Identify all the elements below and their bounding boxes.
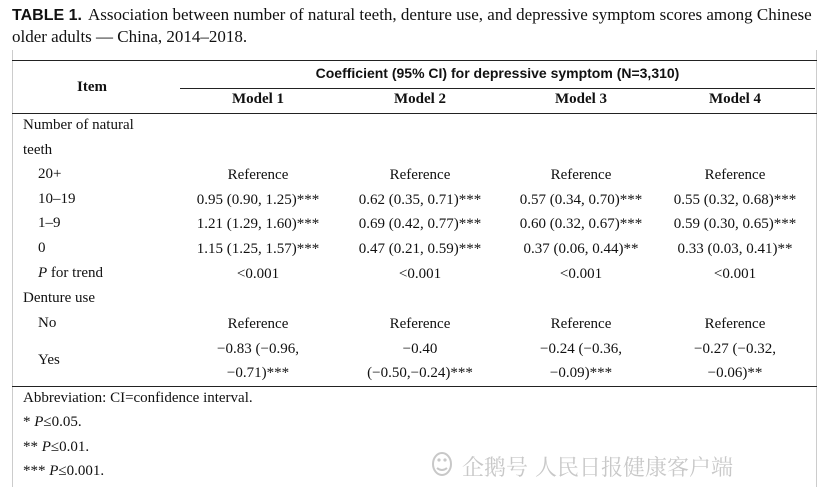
cell-10-19-m1: 0.95 (0.90, 1.25)*** (196, 192, 320, 208)
cell-10-19-m3: 0.57 (0.34, 0.70)*** (519, 192, 643, 208)
note-p005 (23, 414, 82, 431)
cell-20plus-m3: Reference (550, 167, 612, 183)
cell-yes-m2 (340, 337, 500, 385)
row-label-20plus: 20+ (38, 166, 62, 182)
row-label-1-9: 1–9 (38, 215, 61, 231)
cell-no-m1: Reference (227, 316, 289, 332)
cell-0-m1: 1.15 (1.25, 1.57)*** (196, 241, 320, 257)
penguin-logo-icon (428, 449, 456, 483)
header-model-3: Model 3 (554, 91, 608, 107)
cell-yes-m1 (178, 337, 338, 385)
cell-trend-m2: <0.001 (398, 266, 442, 282)
header-item: Item (77, 79, 107, 95)
cell-20plus-m2: Reference (389, 167, 451, 183)
header-model-1: Model 1 (231, 91, 285, 107)
p-italic: P (38, 265, 48, 281)
section-natural-teeth-cont: teeth (23, 142, 53, 158)
table-top-rule (12, 60, 817, 61)
watermark (428, 452, 733, 480)
cell-20plus-m4: Reference (704, 167, 766, 183)
note-p001-rest: ≤0.01. (50, 439, 90, 455)
row-label-p-trend (38, 265, 103, 282)
note-p005-star: * (23, 414, 35, 430)
note-p005-p: P (34, 414, 44, 430)
cell-yes-m4 (655, 337, 815, 385)
cell-yes-m1-line2: −0.71)*** (226, 365, 290, 381)
note-p001-star: ** (23, 439, 42, 455)
cell-20plus-m1: Reference (227, 167, 289, 183)
caption-text: Association between number of natural teeth, denture use, and depressive symptom scores among Chinese older adults — China, 2014–2018. (12, 5, 812, 46)
row-label-0: 0 (38, 240, 46, 256)
cell-1-9-m3: 0.60 (0.32, 0.67)*** (519, 216, 643, 232)
note-abbreviation: Abbreviation: CI=confidence interval. (23, 390, 253, 406)
note-p001 (23, 439, 89, 456)
cell-yes-m3-line1: −0.24 (−0.36, (540, 341, 622, 357)
cell-10-19-m4: 0.55 (0.32, 0.68)*** (673, 192, 797, 208)
section-natural-teeth: Number of natural (23, 117, 134, 133)
cell-yes-m3-line2: −0.09)*** (549, 365, 613, 381)
note-p0001-rest: ≤0.001. (58, 463, 105, 479)
row-label-no: No (38, 315, 57, 331)
cell-0-m4: 0.33 (0.03, 0.41)** (677, 241, 793, 257)
cell-no-m2: Reference (389, 316, 451, 332)
section-denture-use: Denture use (23, 290, 96, 306)
header-model-2: Model 2 (393, 91, 447, 107)
note-p005-rest: ≤0.05. (43, 414, 82, 430)
cell-1-9-m2: 0.69 (0.42, 0.77)*** (358, 216, 482, 232)
note-p0001 (23, 463, 104, 480)
cell-no-m4: Reference (704, 316, 766, 332)
cell-10-19-m2: 0.62 (0.35, 0.71)*** (358, 192, 482, 208)
cell-yes-m4-line1: −0.27 (−0.32, (694, 341, 776, 357)
cell-yes-m1-line1: −0.83 (−0.96, (217, 341, 299, 357)
table-bottom-rule (12, 386, 817, 387)
note-p001-p: P (41, 439, 51, 455)
caption-lead: TABLE 1. (12, 7, 82, 24)
header-bottom-rule (12, 113, 817, 114)
group-header-rule (180, 88, 815, 89)
row-label-yes: Yes (38, 352, 60, 368)
cell-yes-m3 (501, 337, 661, 385)
watermark-text: 企鹅号 人民日报健康客户端 (462, 455, 733, 481)
note-p0001-star: *** (23, 463, 50, 479)
cell-0-m2: 0.47 (0.21, 0.59)*** (358, 241, 482, 257)
cell-trend-m1: <0.001 (236, 266, 280, 282)
row-label-10-19: 10–19 (38, 191, 76, 207)
cell-1-9-m1: 1.21 (1.29, 1.60)*** (196, 216, 320, 232)
cell-yes-m2-line1: −0.40 (402, 341, 438, 357)
header-model-4: Model 4 (708, 91, 762, 107)
cell-yes-m2-line2: (−0.50,−0.24)*** (367, 365, 473, 381)
cell-yes-m4-line2: −0.06)** (707, 365, 763, 381)
cell-trend-m4: <0.001 (713, 266, 757, 282)
cell-1-9-m4: 0.59 (0.30, 0.65)*** (673, 216, 797, 232)
header-coefficient-group: Coefficient (95% CI) for depressive symptom (N=3,310) (315, 65, 680, 81)
cell-trend-m3: <0.001 (559, 266, 603, 282)
cell-0-m3: 0.37 (0.06, 0.44)** (523, 241, 639, 257)
note-p0001-p: P (49, 463, 59, 479)
cell-no-m3: Reference (550, 316, 612, 332)
p-trend-rest: for trend (47, 265, 103, 281)
table-caption (12, 4, 812, 47)
